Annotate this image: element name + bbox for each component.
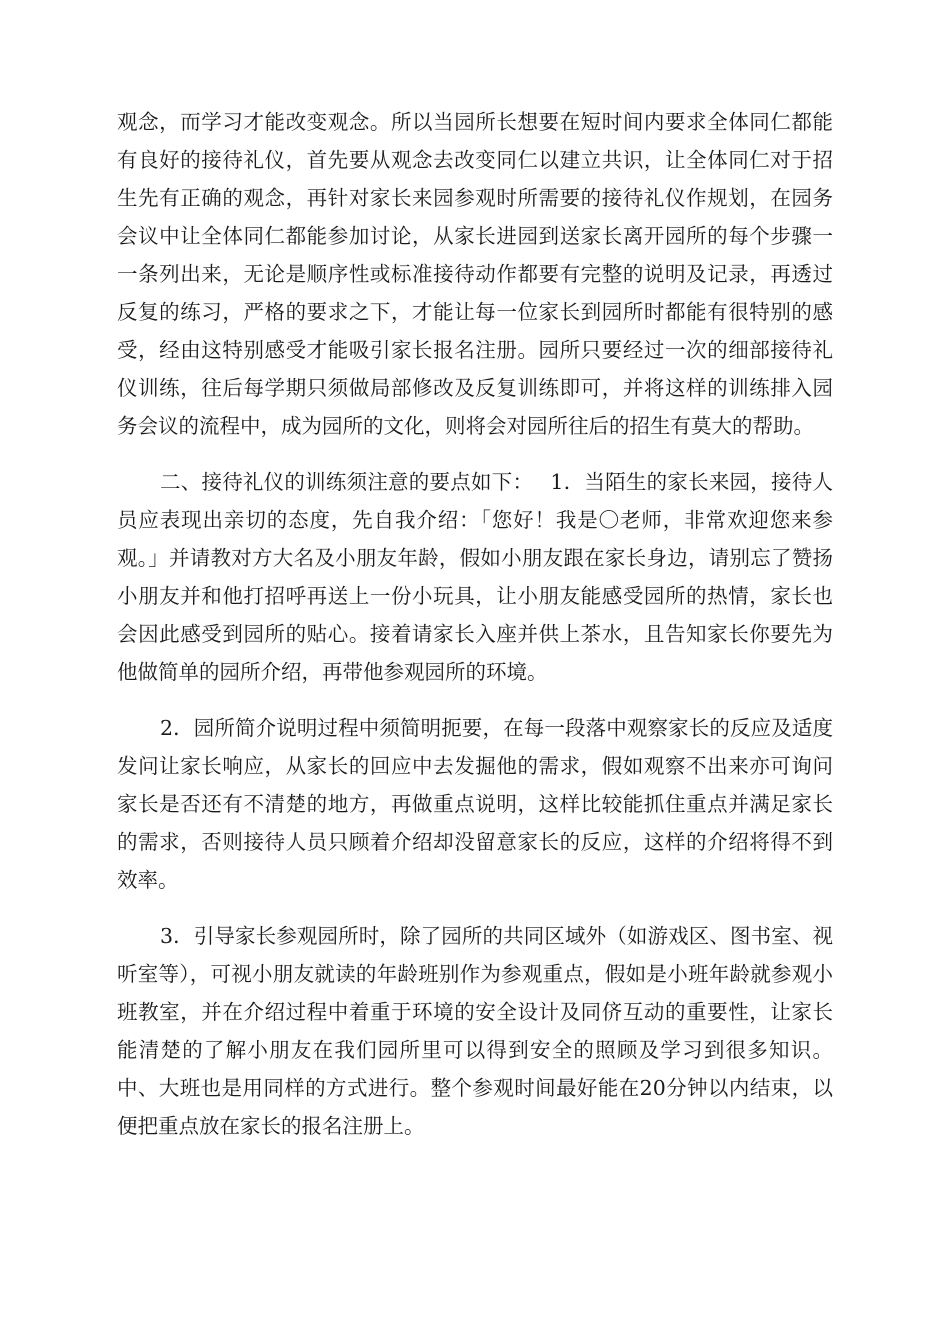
paragraph-section-two: 二、接待礼仪的训练须注意的要点如下： 1．当陌生的家长来园，接待人员应表现出亲切的态度，先自我介绍：「您好！我是〇老师，非常欢迎您来参观。」并请教对方大名及小朋友年龄，假如小朋友跟在家长身边，请别忘了赞扬小朋友并和他打招呼再送上一份小玩具，让小朋友能感受园所的热情，家长也会因此感受到园所的贴心。接着请家长入座并供上茶水，且告知家长你要先为他做简单的园所介绍，再带他参观园所的环境。 — [117, 470, 833, 684]
document-body — [117, 103, 833, 1145]
paragraph-point-2: 2．园所简介说明过程中须简明扼要，在每一段落中观察家长的反应及适度发问让家长响应，从家长的回应中去发掘他的需求，假如观察不出来亦可询问家长是否还有不清楚的地方，再做重点说明，这样比较能抓住重点并满足家长的需求，否则接待人员只顾着介绍却没留意家长的反应，这样的介绍将得不到效率。 — [117, 716, 833, 892]
paragraph-point-3: 3．引导家长参观园所时，除了园所的共同区域外（如游戏区、图书室、视听室等），可视小朋友就读的年龄班别作为参观重点，假如是小班年龄就参观小班教室，并在介绍过程中着重于环境的安全设计及同侪互动的重要性，让家长能清楚的了解小朋友在我们园所里可以得到安全的照顾及学习到很多知识。中、大班也是用同样的方式进行。整个参观时间最好能在20分钟以内结束，以便把重点放在家长的报名注册上。 — [117, 924, 833, 1138]
paragraph-intro-continuation: 观念，而学习才能改变观念。所以当园所长想要在短时间内要求全体同仁都能有良好的接待礼仪，首先要从观念去改变同仁以建立共识，让全体同仁对于招生先有正确的观念，再针对家长来园参观时所需要的接待礼仪作规划，在园务会议中让全体同仁都能参加讨论，从家长进园到送家长离开园所的每个步骤一一条列出来，无论是顺序性或标准接待动作都要有完整的说明及记录，再透过反复的练习，严格的要求之下，才能让每一位家长到园所时都能有很特别的感受，经由这特别感受才能吸引家长报名注册。园所只要经过一次的细部接待礼仪训练，往后每学期只须做局部修改及反复训练即可，并将这样的训练排入园务会议的流程中，成为园所的文化，则将会对园所往后的招生有莫大的帮助。 — [117, 110, 833, 438]
